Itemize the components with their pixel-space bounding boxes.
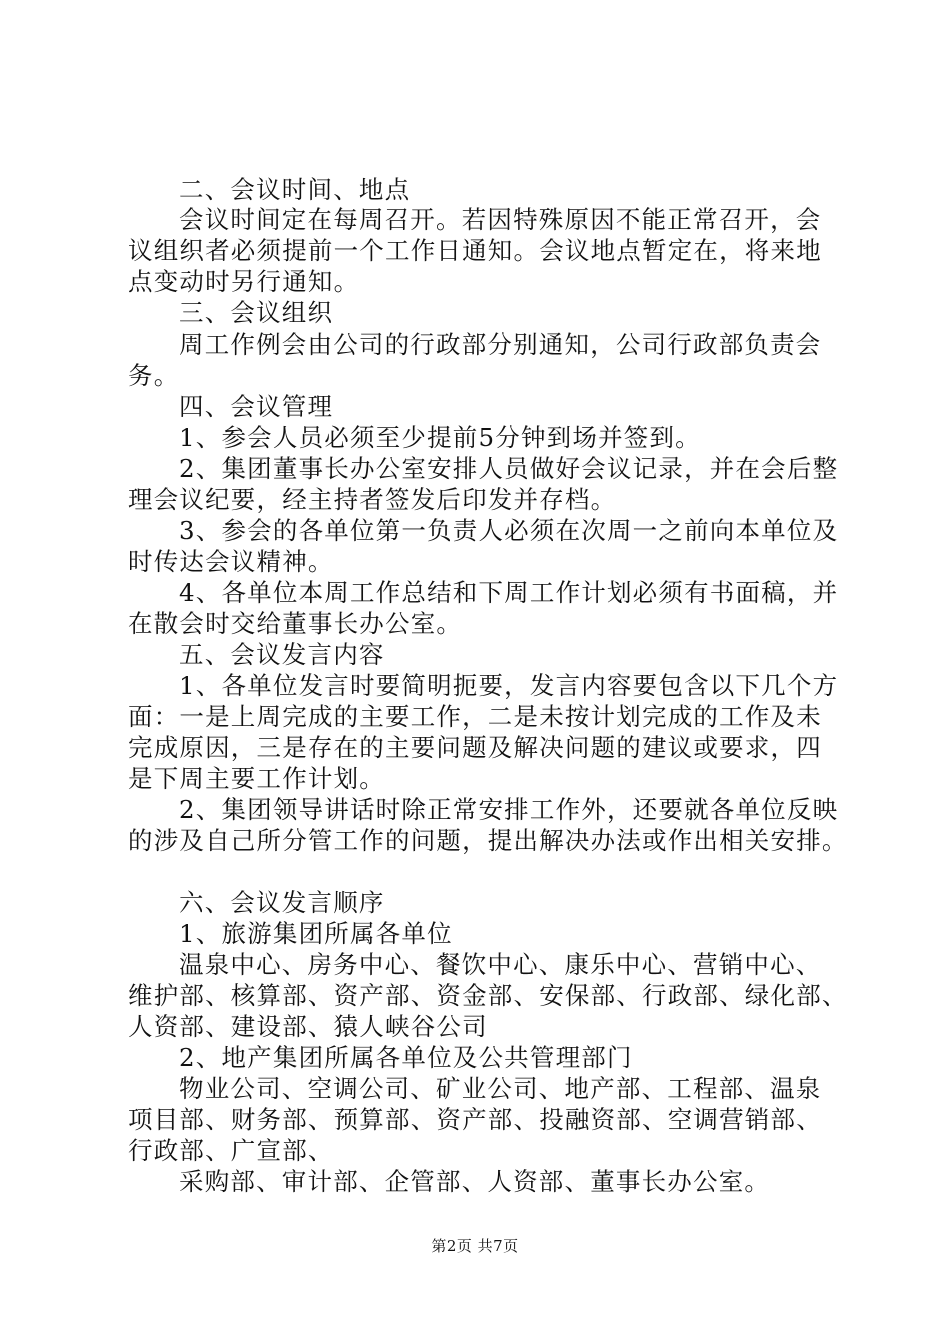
paragraph-line: 2、集团董事长办公室安排人员做好会议记录，并在会后整 xyxy=(179,454,839,483)
paragraph-line: 完成原因，三是存在的主要问题及解决问题的建议或要求，四 xyxy=(128,733,822,762)
paragraph-line: 时传达会议精神。 xyxy=(128,547,334,576)
paragraph-line: 人资部、建设部、猿人峡谷公司 xyxy=(128,1012,488,1041)
section-heading: 三、会议组织 xyxy=(179,298,334,327)
paragraph-line: 是下周主要工作计划。 xyxy=(128,764,385,793)
section-heading: 五、会议发言内容 xyxy=(179,640,385,669)
paragraph-line: 面：一是上周完成的主要工作，二是未按计划完成的工作及未 xyxy=(128,702,822,731)
section-heading: 二、会议时间、地点 xyxy=(179,175,411,204)
paragraph-line: 3、参会的各单位第一负责人必须在次周一之前向本单位及 xyxy=(179,516,839,545)
paragraph-line: 物业公司、空调公司、矿业公司、地产部、工程部、温泉 xyxy=(179,1074,822,1103)
paragraph-line: 在散会时交给董事长办公室。 xyxy=(128,609,463,638)
paragraph-line: 点变动时另行通知。 xyxy=(128,267,360,296)
paragraph-line: 议组织者必须提前一个工作日通知。会议地点暂定在，将来地 xyxy=(128,236,822,265)
page-number-footer: 第2页 共7页 xyxy=(431,1237,519,1255)
paragraph-line: 行政部、广宣部、 xyxy=(128,1136,334,1165)
section-heading: 四、会议管理 xyxy=(179,392,334,421)
paragraph-line: 温泉中心、房务中心、餐饮中心、康乐中心、营销中心、 xyxy=(179,950,822,979)
paragraph-line: 会议时间定在每周召开。若因特殊原因不能正常召开，会 xyxy=(179,205,822,234)
paragraph-line: 周工作例会由公司的行政部分别通知，公司行政部负责会 xyxy=(179,330,822,359)
paragraph-line: 4、各单位本周工作总结和下周工作计划必须有书面稿，并 xyxy=(179,578,839,607)
paragraph-line: 维护部、核算部、资产部、资金部、安保部、行政部、绿化部、 xyxy=(128,981,848,1010)
paragraph-line: 2、地产集团所属各单位及公共管理部门 xyxy=(179,1043,633,1072)
paragraph-line: 1、参会人员必须至少提前5分钟到场并签到。 xyxy=(179,423,701,452)
paragraph-line: 务。 xyxy=(128,361,180,390)
paragraph-line: 理会议纪要，经主持者签发后印发并存档。 xyxy=(128,485,617,514)
paragraph-line: 2、集团领导讲话时除正常安排工作外，还要就各单位反映 xyxy=(179,795,839,824)
paragraph-line: 的涉及自己所分管工作的问题，提出解决办法或作出相关安排。 xyxy=(128,826,848,855)
paragraph-line: 采购部、审计部、企管部、人资部、董事长办公室。 xyxy=(179,1167,771,1196)
paragraph-line: 项目部、财务部、预算部、资产部、投融资部、空调营销部、 xyxy=(128,1105,822,1134)
paragraph-line: 1、旅游集团所属各单位 xyxy=(179,919,453,948)
paragraph-line: 1、各单位发言时要简明扼要，发言内容要包含以下几个方 xyxy=(179,671,839,700)
section-heading: 六、会议发言顺序 xyxy=(179,888,385,917)
